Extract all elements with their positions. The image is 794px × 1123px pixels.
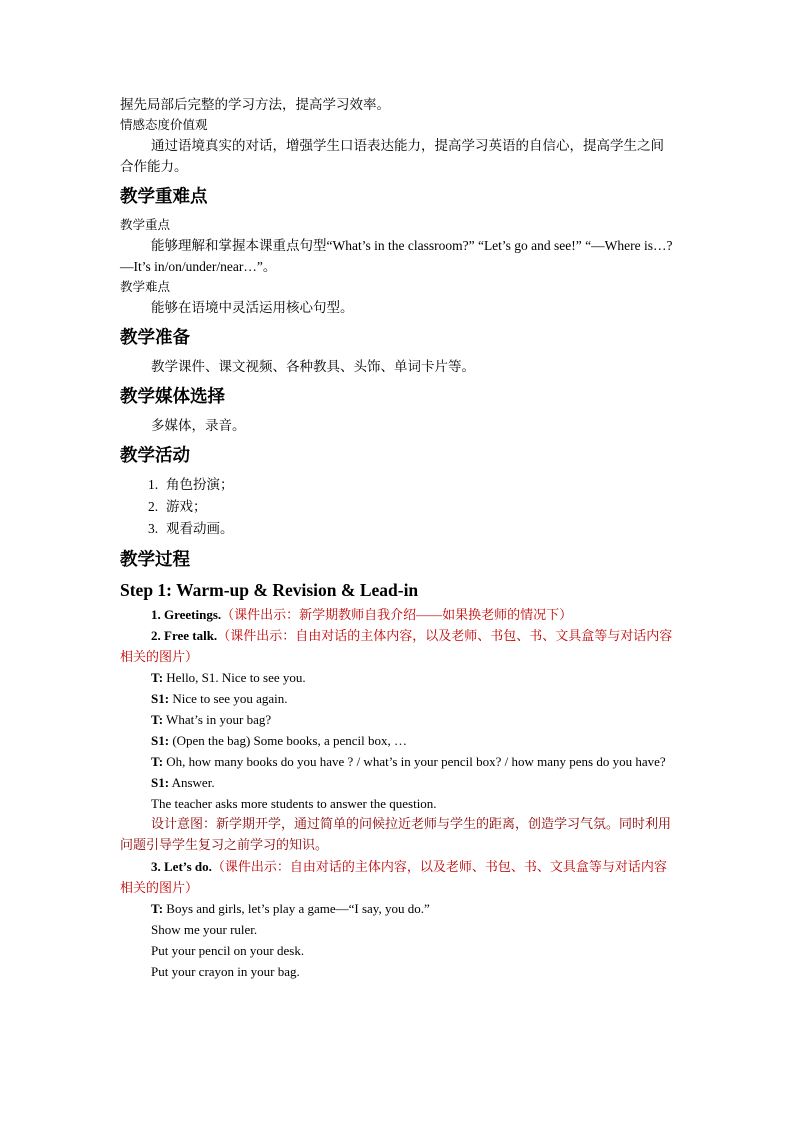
dialogue-line <box>120 940 676 961</box>
key-points-heading: 教学重难点 <box>120 187 208 207</box>
list-text: 观看动画。 <box>166 521 234 536</box>
dialogue-line <box>120 709 676 730</box>
freetalk-note: （课件出示：自由对话的主体内容，以及老师、书包、书、文具盒等与对话内容相关的图片） <box>120 628 673 664</box>
letsdo-line <box>120 856 676 898</box>
list-number: 2. <box>148 499 159 514</box>
freetalk-line <box>120 625 676 667</box>
dialogue-line <box>120 961 676 982</box>
preparation-text: 教学课件、课文视频、各种教具、头饰、单词卡片等。 <box>151 359 475 374</box>
freetalk-label: 2. Free talk. <box>151 628 218 643</box>
utterance: Oh, how many books do you have ? / what’s in your pencil box? / how many pens do you have? <box>163 754 666 769</box>
focus-text: 能够理解和掌握本课重点句型“What’s in the classroom?” “Let’s go and see!” “—Where is…? —It’s in/on/under/near…”。 <box>120 238 673 274</box>
utterance: (Open the bag) Some books, a pencil box, … <box>169 733 407 748</box>
activities-heading: 教学活动 <box>120 446 190 466</box>
dialogue-line <box>120 751 676 772</box>
greetings-label: 1. Greetings. <box>151 607 222 622</box>
attitude-text: 通过语境真实的对话，增强学生口语表达能力，提高学习英语的自信心，提高学生之间合作能力。 <box>120 138 664 174</box>
dialogue-line <box>120 898 676 919</box>
media-text: 多媒体，录音。 <box>151 418 246 433</box>
speaker: S1: <box>151 691 170 706</box>
utterance: Nice to see you again. <box>169 691 288 706</box>
speaker: T: <box>151 754 164 769</box>
utterance: Put your crayon in your bag. <box>151 964 300 979</box>
utterance: Put your pencil on your desk. <box>151 943 305 958</box>
list-number: 1. <box>148 477 159 492</box>
process-heading: 教学过程 <box>120 550 190 570</box>
utterance: The teacher asks more students to answer the question. <box>151 796 437 811</box>
letsdo-note: （课件出示：自由对话的主体内容，以及老师、书包、书、文具盒等与对话内容相关的图片） <box>120 859 667 895</box>
list-number: 3. <box>148 521 159 536</box>
greetings-note: （课件出示：新学期教师自我介绍——如果换老师的情况下） <box>221 607 573 622</box>
dialogue-line <box>120 730 676 751</box>
attitude-label: 情感态度价值观 <box>120 118 208 132</box>
dialogue-line <box>120 772 676 793</box>
utterance: Show me your ruler. <box>151 922 258 937</box>
list-text: 游戏； <box>166 499 207 514</box>
speaker: S1: <box>151 733 170 748</box>
intro-line: 握先局部后完整的学习方法，提高学习效率。 <box>120 97 390 112</box>
difficulty-label: 教学难点 <box>120 280 171 294</box>
preparation-heading: 教学准备 <box>120 328 190 348</box>
list-text: 角色扮演； <box>166 477 234 492</box>
activities-list <box>148 474 676 540</box>
list-item <box>148 496 676 518</box>
speaker: T: <box>151 901 164 916</box>
dialogue-line <box>120 667 676 688</box>
dialogue-line <box>120 793 676 814</box>
focus-label: 教学重点 <box>120 218 171 232</box>
speaker: S1: <box>151 775 170 790</box>
speaker: T: <box>151 670 164 685</box>
dialogue-line <box>120 919 676 940</box>
design-intent: 设计意图：新学期开学，通过简单的问候拉近老师与学生的距离，创造学习气氛。同时利用问题引导学生复习之前学习的知识。 <box>120 817 672 853</box>
utterance: What’s in your bag? <box>163 712 272 727</box>
list-item <box>148 518 676 540</box>
media-heading: 教学媒体选择 <box>120 387 225 407</box>
step1-title: Step 1: Warm-up & Revision & Lead-in <box>120 580 419 600</box>
utterance: Hello, S1. Nice to see you. <box>163 670 306 685</box>
letsdo-label: 3. Let’s do. <box>151 859 212 874</box>
utterance: Boys and girls, let’s play a game—“I say, you do.” <box>163 901 430 916</box>
speaker: T: <box>151 712 164 727</box>
document-page <box>120 94 676 982</box>
utterance: Answer. <box>169 775 215 790</box>
difficulty-text: 能够在语境中灵活运用核心句型。 <box>151 300 354 315</box>
greetings-line <box>120 604 676 625</box>
dialogue-line <box>120 688 676 709</box>
list-item <box>148 474 676 496</box>
